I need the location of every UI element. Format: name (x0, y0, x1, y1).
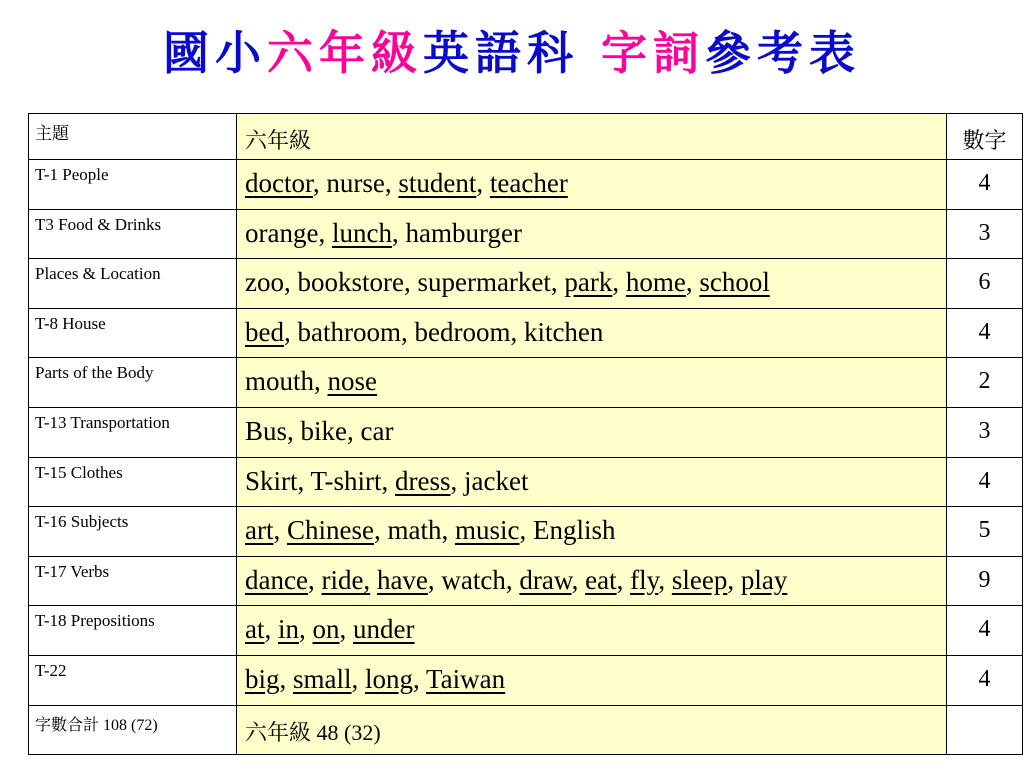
underlined-word: under (353, 614, 415, 645)
word-text: mouth, (245, 366, 328, 397)
word-text: , (612, 267, 626, 298)
word-text: Skirt, T-shirt, (245, 465, 396, 496)
word-text: orange, (245, 217, 332, 248)
underlined-word: on (312, 614, 340, 645)
count-cell: 4 (947, 308, 1023, 358)
word-text: , math, (373, 515, 455, 546)
word-text: , hamburger (391, 217, 522, 248)
topic-cell: T-17 Verbs (29, 556, 237, 606)
word-text: , English (519, 515, 616, 546)
underlined-word: student (398, 168, 477, 198)
underlined-word: nose (327, 366, 378, 397)
word-text: , (476, 168, 490, 198)
table-row (29, 655, 1023, 705)
table-row (29, 209, 1023, 259)
table-row (29, 358, 1023, 408)
count-cell: 4 (947, 160, 1023, 210)
underlined-word: play (740, 564, 788, 595)
word-text: , (351, 663, 366, 694)
words-cell (237, 407, 947, 457)
count-cell: 3 (947, 407, 1023, 457)
title-segment: 六年級 (266, 26, 423, 80)
words-cell (237, 457, 947, 507)
title-segment: 國小 (162, 26, 267, 80)
topic-cell: T-15 Clothes (29, 457, 237, 507)
word-text: , (273, 515, 287, 546)
count-cell: 4 (947, 655, 1023, 705)
table-row (29, 556, 1023, 606)
table-row (29, 457, 1023, 507)
underlined-word: Chinese (286, 515, 374, 546)
word-text: , (339, 614, 354, 645)
table-row (29, 507, 1023, 557)
underlined-word: ride, (321, 564, 371, 595)
word-text: , (616, 564, 631, 595)
word-text: , (571, 564, 586, 595)
word-text (370, 565, 377, 595)
words-cell (237, 556, 947, 606)
word-text: , (307, 564, 322, 595)
underlined-word: long (365, 663, 414, 694)
table-row (29, 407, 1023, 457)
word-text: , (685, 267, 700, 298)
total-topic-cell: 字數合計 108 (72) (29, 705, 237, 755)
word-text: , (727, 564, 741, 595)
underlined-word: bed (245, 316, 284, 347)
words-cell (237, 655, 947, 705)
underlined-word: Taiwan (426, 663, 506, 694)
topic-cell: T-8 House (29, 308, 237, 358)
topic-cell: T-13 Transportation (29, 407, 237, 457)
table-row (29, 259, 1023, 309)
vocabulary-table (28, 113, 1023, 755)
underlined-word: fly (630, 564, 659, 595)
table-header-row (29, 114, 1023, 160)
underlined-word: in (278, 614, 300, 645)
header-count: 數字 (947, 114, 1023, 160)
total-count-cell (947, 705, 1023, 755)
topic-cell: Places & Location (29, 259, 237, 309)
table-row (29, 606, 1023, 656)
word-text: , jacket (450, 465, 529, 496)
words-cell (237, 160, 947, 210)
underlined-word: doctor (245, 168, 313, 198)
topic-cell: Parts of the Body (29, 358, 237, 408)
underlined-word: park (564, 267, 613, 298)
underlined-word: school (699, 267, 770, 298)
word-text: zoo, bookstore, supermarket, (245, 267, 565, 298)
words-cell (237, 308, 947, 358)
word-text: , (279, 663, 294, 694)
word-text: , nurse, (312, 168, 399, 198)
topic-cell: T-18 Prepositions (29, 606, 237, 656)
underlined-word: have (376, 564, 428, 595)
table-row (29, 308, 1023, 358)
header-topic: 主題 (29, 114, 237, 160)
underlined-word: music (454, 515, 520, 546)
underlined-word: home (625, 267, 686, 298)
header-grade: 六年級 (237, 114, 947, 160)
underlined-word: draw (519, 564, 572, 595)
count-cell: 2 (947, 358, 1023, 408)
underlined-word: dress (395, 465, 451, 496)
underlined-word: teacher (489, 168, 568, 198)
total-row (29, 705, 1023, 755)
topic-cell: T-1 People (29, 160, 237, 210)
words-cell (237, 358, 947, 408)
count-cell: 3 (947, 209, 1023, 259)
underlined-word: big (245, 663, 280, 694)
word-text: , (299, 614, 313, 645)
word-text: Bus, bike, car (245, 415, 394, 446)
underlined-word: lunch (331, 217, 392, 248)
words-cell (237, 606, 947, 656)
page-title (0, 26, 1024, 80)
total-words-cell: 六年級 48 (32) (237, 705, 947, 755)
word-text: , watch, (427, 564, 520, 595)
word-text: , bathroom, bedroom, kitchen (283, 316, 604, 347)
words-cell (237, 209, 947, 259)
underlined-word: dance (245, 564, 308, 595)
count-cell: 6 (947, 259, 1023, 309)
words-cell (237, 507, 947, 557)
topic-cell: T3 Food & Drinks (29, 209, 237, 259)
count-cell: 4 (947, 457, 1023, 507)
count-cell: 5 (947, 507, 1023, 557)
underlined-word: at (245, 614, 265, 645)
underlined-word: art (245, 515, 274, 546)
word-text: , (413, 663, 427, 694)
table-row (29, 160, 1023, 210)
topic-cell: T-22 (29, 655, 237, 705)
title-segment: 字詞 (601, 26, 705, 80)
word-text: , (658, 564, 672, 595)
count-cell: 9 (947, 556, 1023, 606)
title-segment: 參考表 (705, 26, 861, 80)
underlined-word: small (293, 663, 352, 694)
underlined-word: sleep (671, 564, 728, 595)
words-cell (237, 259, 947, 309)
title-segment: 英語科 (422, 26, 601, 80)
word-text: , (264, 614, 278, 645)
topic-cell: T-16 Subjects (29, 507, 237, 557)
count-cell: 4 (947, 606, 1023, 656)
underlined-word: eat (585, 564, 617, 595)
